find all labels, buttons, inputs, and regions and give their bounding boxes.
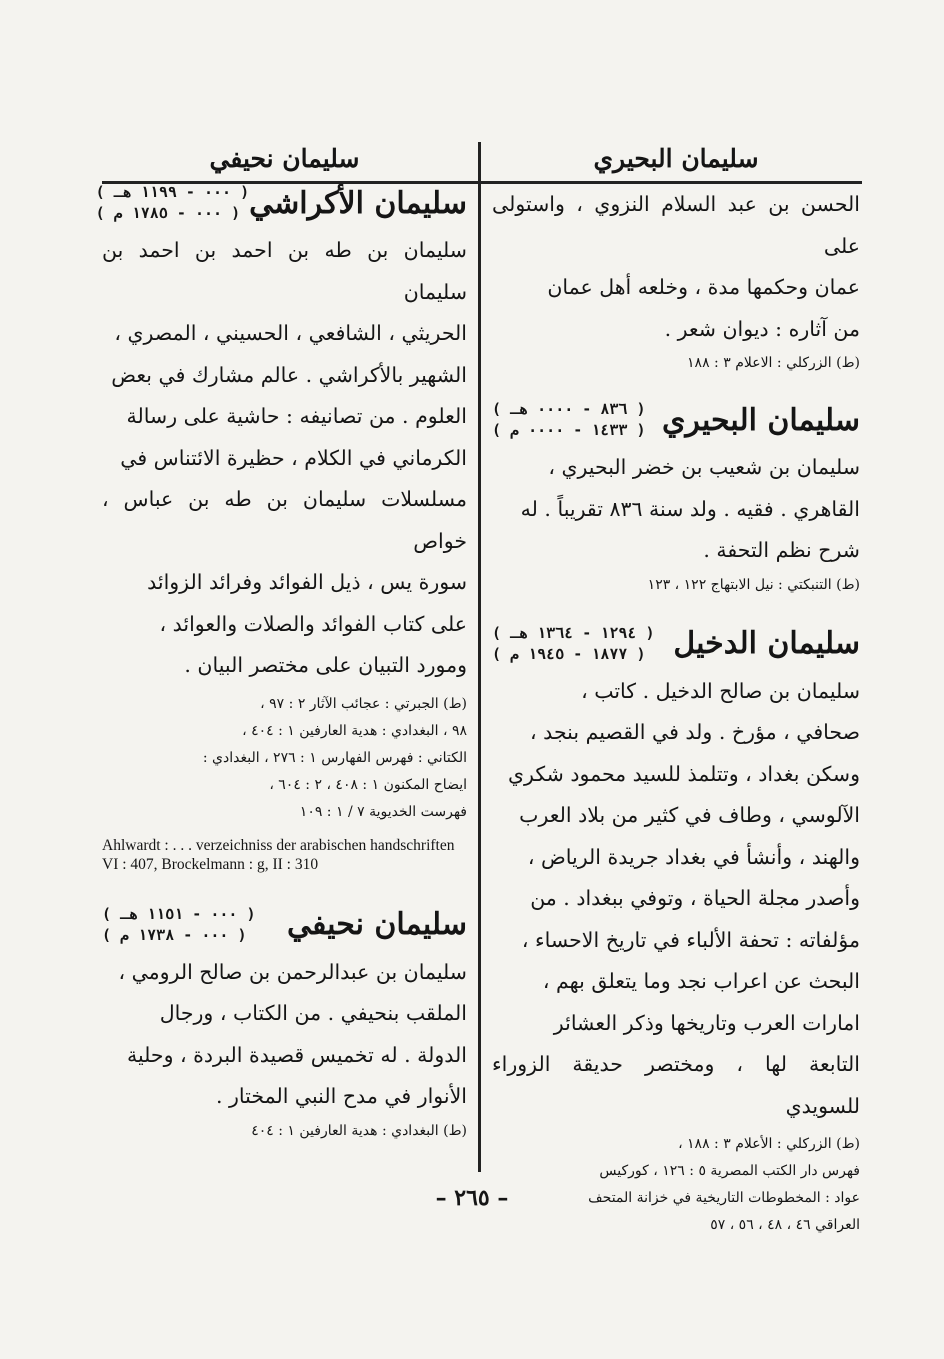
entry-title-nahifi (102, 904, 467, 946)
text-line: البحث عن اعراب نجد وما يتعلق بهم ، (542, 969, 860, 993)
entry-name: سليمان البحيري (661, 402, 860, 438)
reference: ٩٨ ، البغدادي : هدية العارفين ١ : ٤٠٤ ، (242, 722, 467, 739)
text-line: الدولة . له تخميس قصيدة البردة ، وحلية (126, 1042, 467, 1067)
reference: (ط) الجبرتي : عجائب الآثار ٢ : ٩٧ ، (260, 695, 467, 712)
reference: ايضاح المكنون ١ : ٤٠٨ ، ٢ : ٦٠٤ ، (269, 776, 467, 793)
entry-title-dakhil (492, 623, 860, 665)
text-line: الكرماني في الكلام ، حظيرة الائتناس في (120, 445, 467, 470)
text-line: شرح نظم التحفة . (703, 538, 860, 562)
dates-hijri: ( ٠٠٠ - ١١٥١ هـ ) (102, 904, 256, 923)
page-number: – ٢٦٥ – (435, 1185, 509, 1211)
text-line: سليمان بن صالح الدخيل . كاتب ، (581, 678, 860, 703)
continued-entry (492, 184, 860, 350)
dates-hijri: ( ١٢٩٤ - ١٣٦٤ هـ ) (492, 623, 655, 642)
text-line: سليمان بن عبدالرحمن بن صالح الرومي ، (118, 959, 467, 984)
entry-dates (96, 182, 250, 224)
entry-name: سليمان الأكراشي (249, 185, 467, 221)
text-line: وأصدر مجلة الحياة ، وتوفي ببغداد . من (530, 886, 860, 910)
dates-gregorian: ( ١٨٧٧ - ١٩٤٥ م ) (492, 644, 646, 663)
entry-body (102, 230, 467, 687)
running-header-left: سليمان نحيفي (209, 144, 360, 173)
text-line: ومورد التبيان على مختصر البيان . (184, 653, 467, 677)
text-line: سليمان بن طه بن احمد بن احمد بن سليمان (102, 238, 467, 304)
reference: (ط) الزركلي : الأعلام ٣ : ١٨٨ ، (678, 1136, 860, 1152)
dates-gregorian: ( ٠٠٠ - ١٧٨٥ م ) (95, 204, 241, 222)
text-line: العلوم . من تصانيفه : حاشية على رسالة (126, 404, 467, 428)
reference: فهرست الخديوية ٧ / ١ : ١٠٩ (299, 803, 467, 820)
reference: العراقي ٤٦ ، ٤٨ ، ٥٦ ، ٥٧ (710, 1217, 860, 1233)
entry-body (492, 671, 860, 1128)
entry-name: سليمان الدخيل (673, 626, 860, 661)
reference: (ط) البغدادي : هدية العارفين ١ : ٤٠٤ (251, 1122, 467, 1139)
dates-hijri: ( ٠٠٠ - ١١٩٩ هـ ) (95, 183, 250, 201)
entry-dates (492, 623, 655, 665)
text-line: مسلسلات سليمان بن طه بن عباس ، خواص (102, 487, 467, 553)
text-line: وسكن بغداد ، وتتلمذ للسيد محمود شكري (508, 761, 860, 786)
entry-title-bahiri (492, 399, 860, 441)
left-column (95, 140, 467, 1145)
entry-name: سليمان نحيفي (286, 907, 467, 942)
dates-gregorian: ( ١٤٣٣ - ٠٠٠٠ م ) (492, 421, 646, 439)
text-line: الآلوسي ، وطاف في كثير من بلاد العرب (519, 803, 860, 827)
dates-hijri: ( ٨٣٦ - ٠٠٠٠ هـ ) (492, 400, 646, 418)
text-line: الحريثي ، الشافعي ، الحسيني ، المصري ، (114, 321, 467, 345)
right-column (492, 140, 860, 1239)
reference: (ط) الزركلي : الاعلام ٣ : ١٨٨ (687, 355, 860, 371)
text-line: على كتاب الفوائد والصلات والعوائد ، (159, 611, 467, 636)
text-line: سورة يس ، ذيل الفوائد وفرائد الزوائد (147, 570, 467, 594)
text-line: التابعة لها ، ومختصر حديقة الزوراء للسويدي (492, 1052, 860, 1118)
reference-block (102, 691, 467, 826)
column-divider (478, 142, 481, 1172)
text-line: والهند ، وأنشأ في بغداد جريدة الرياض ، (527, 844, 860, 869)
entry-body (492, 447, 860, 572)
dates-gregorian: ( ٠٠٠ - ١٧٣٨ م ) (102, 925, 247, 944)
entry-title-akrashi (95, 182, 467, 224)
text-line: صحافي ، مؤرخ . ولد في القصيم بنجد ، (530, 720, 860, 744)
entry-dates (492, 399, 646, 441)
reference: عواد : المخطوطات التاريخية في خزانة المتحف (588, 1190, 860, 1206)
text-line: الملقب بنحيفي . من الكتاب ، ورجال (159, 1001, 467, 1025)
reference: (ط) التنبكتي : نيل الابتهاج ١٢٢ ، ١٢٣ (647, 576, 860, 593)
text-line: الحسن بن عبد السلام النزوي ، واستولى على (492, 192, 860, 258)
latin-reference: Ahlwardt : . . . verzeichniss der arabischen handschriften VI : 407, Brockelmann : g, II : 310 (102, 836, 455, 873)
running-header-right: سليمان البحيري (593, 144, 759, 173)
text-line: من آثاره : ديوان شعر . (664, 316, 860, 341)
text-line: الشهير بالأكراشي . عالم مشارك في بعض (111, 362, 467, 387)
text-line: مؤلفاته : تحفة الألباء في تاريخ الاحساء ، (521, 927, 860, 952)
reference: فهرس دار الكتب المصرية ٥ : ١٢٦ ، كوركيس (599, 1163, 860, 1179)
reference: الكتاني : فهرس الفهارس ١ : ٢٧٦ ، البغدادي : (202, 749, 467, 766)
text-line: امارات العرب وتاريخها وذكر العشائر (553, 1010, 860, 1035)
text-line: القاهري . فقيه . ولد سنة ٨٣٦ تقريباً . له (520, 496, 860, 521)
text-line: سليمان بن شعيب بن خضر البحيري ، (548, 455, 860, 479)
entry-dates (102, 904, 256, 946)
entry-body (102, 952, 467, 1118)
text-line: عمان وحكمها مدة ، وخلعه أهل عمان (547, 275, 860, 299)
text-line: الأنوار في مدح النبي المختار . (216, 1084, 467, 1108)
